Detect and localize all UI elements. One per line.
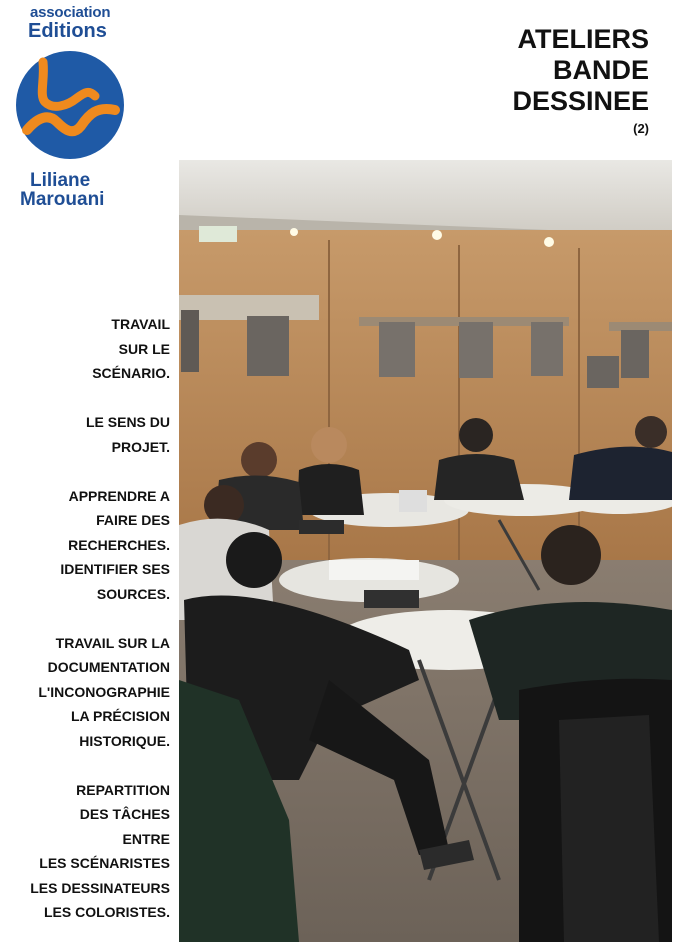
text-line: LE SENS DU [85, 414, 170, 430]
text-line: DES TÂCHES [79, 806, 170, 822]
text-block [0, 484, 170, 607]
text-line: PROJET. [111, 438, 170, 455]
text-line: LES COLORISTES. [43, 904, 170, 920]
logo-emblem-icon [15, 50, 125, 160]
text-line: REPARTITION [76, 781, 170, 798]
text-line: LA PRÉCISION [70, 708, 170, 724]
title-line: ATELIERS [517, 24, 649, 54]
page-title [512, 24, 649, 137]
logo-name-last: Marouani [20, 189, 105, 210]
text-line: IDENTIFIER SES [60, 561, 170, 577]
text-line: SOURCES. [96, 585, 170, 602]
text-line: SUR LE [118, 340, 170, 357]
text-block [0, 631, 170, 754]
text-line: TRAVAIL SUR LA [55, 634, 170, 651]
text-line: HISTORIQUE. [79, 732, 170, 749]
title-line: BANDE [552, 55, 649, 85]
text-line: ENTRE [122, 830, 170, 847]
workshop-photo [179, 160, 672, 942]
text-block [0, 410, 170, 459]
text-block [0, 778, 170, 925]
title-line: DESSINEE [512, 86, 649, 116]
text-block [0, 312, 170, 386]
logo-editions-text: Editions [28, 20, 107, 42]
text-line: LES SCÉNARISTES [39, 855, 170, 871]
text-line: TRAVAIL [111, 316, 170, 332]
logo-association-text: association [30, 4, 111, 21]
title-part-number: (2) [633, 121, 649, 136]
text-line: FAIRE DES [96, 512, 170, 528]
publisher-logo [0, 0, 140, 215]
text-line: DOCUMENTATION [47, 659, 170, 675]
text-line: LES DESSINATEURS [30, 879, 170, 896]
text-line: APPRENDRE A [68, 487, 170, 504]
workshop-description [0, 312, 170, 949]
logo-name-first: Liliane [30, 170, 91, 191]
text-line: RECHERCHES. [68, 536, 170, 553]
text-line: SCÉNARIO. [92, 365, 170, 381]
workshop-photo-illustration [179, 160, 672, 942]
text-line: L'INCONOGRAPHIE [38, 683, 170, 700]
